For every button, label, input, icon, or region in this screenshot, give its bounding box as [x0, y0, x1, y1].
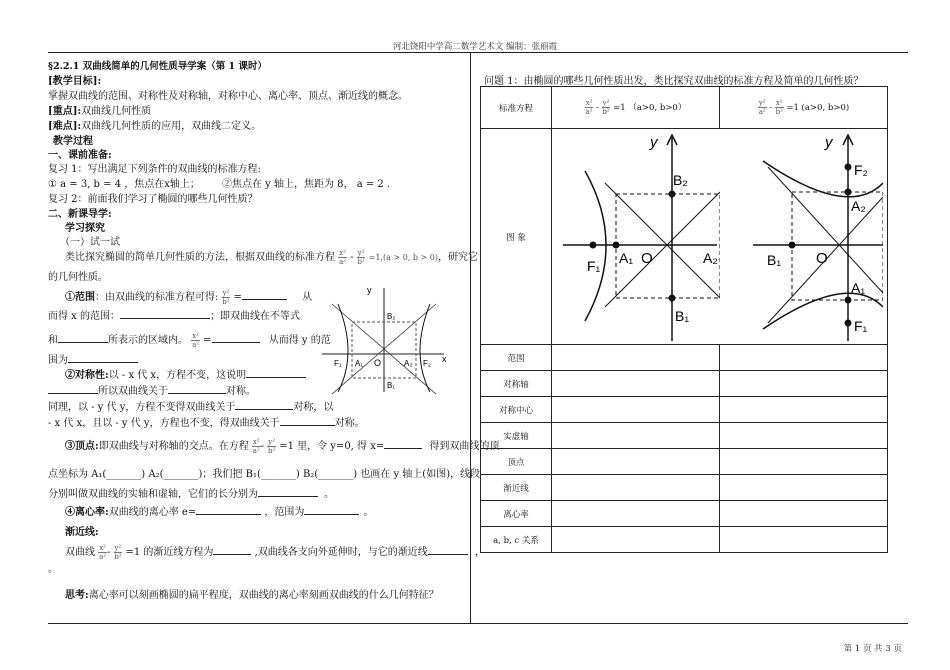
svg-text:x: x	[442, 354, 447, 364]
analog-line-3: 的几何性质。	[48, 272, 108, 283]
symmetry-line-3: 同理，以 - y 代 y，方程不变得双曲线关于 对称，以	[48, 402, 334, 413]
svg-text:y: y	[825, 134, 833, 151]
row-center: 对称中心	[481, 397, 552, 423]
svg-text:O: O	[816, 250, 828, 267]
svg-text:A₁: A₁	[851, 280, 866, 296]
goal-label: [教学目标]:	[48, 76, 102, 87]
std-eq-x: $\frac{\text{x²}}{\text{a²}}$ - $\frac{\text{y²}}{\text{b²}}$ =1 （a>0, b>0）	[552, 87, 720, 129]
row-real-imag-axis: 实虚轴	[481, 423, 552, 449]
svg-text:O: O	[641, 250, 653, 267]
vertex-line-1: ③顶点:即双曲线与对称轴的交点。在方程 $\frac{\text{x²}}{\text{a²}}$ - $\frac{\text{y²}}{\text{b²}}$ =1 里，令 y=0, 得 x= 得到双曲线的顶	[65, 438, 500, 455]
svg-text:F₁: F₁	[587, 258, 601, 274]
key-point: [重点]:双曲线几何性质	[48, 106, 152, 117]
vertex-line-2: 点坐标为 A₁(_______) A₂(_______)；我们把 B₁(_______) B₂(_______) 也画在 y 轴上(如图)，线段	[48, 469, 481, 480]
svg-text:B₁: B₁	[675, 308, 690, 324]
symmetry-line-1: ②对称性:以 - x 代 x，方程不变，这说明	[65, 366, 306, 381]
process-heading: 教学过程	[53, 136, 93, 147]
try-heading: （一）试一试	[60, 237, 120, 248]
row-asymptote: 渐近线	[481, 475, 552, 501]
range-line-1: ①范围：由双曲线的标准方程可得: $\frac{\text{y²}}{\text{b²}}$ = 从	[65, 289, 313, 306]
svg-text:y: y	[367, 285, 372, 295]
svg-text:B₁: B₁	[387, 381, 396, 390]
svg-text:F₁: F₁	[854, 318, 868, 334]
range-line-3: 和 所表示的区域内。 $\frac{\text{x²}}{\text{a²}}$ = 从而得 y 的范	[48, 332, 331, 349]
svg-text:A₁: A₁	[619, 250, 634, 266]
page-header: 河北饶阳中学高二数学艺术文 编制：张丽霞	[392, 42, 558, 52]
svg-text:F₂: F₂	[854, 162, 868, 178]
range-line-4: 围为	[48, 351, 138, 366]
doc-title: §2.2.1 双曲线简单的几何性质导学案（第 1 课时）	[48, 61, 267, 72]
symmetry-line-4: - x 代 x，且以 - y 代 y，方程也不变，得双曲线关于 对称。	[48, 418, 365, 429]
section1-heading: 一、课前准备:	[48, 150, 112, 161]
row-vertex: 顶点	[481, 449, 552, 475]
row-eccentricity: 离心率	[481, 501, 552, 527]
svg-text:B₂: B₂	[387, 312, 396, 321]
question-1: 问题 1：由椭圆的哪些几何性质出发，类比探究双曲线的标准方程及简单的几何性质？	[484, 76, 864, 87]
review2-text: 复习 2：前面我们学习了椭圆的哪些几何性质？	[48, 194, 258, 205]
hyperbola-graph-x	[555, 131, 720, 343]
asymptote-end: 。	[48, 564, 58, 575]
hyperbola-figure-small	[318, 284, 450, 394]
row-axis: 对称轴	[481, 371, 552, 397]
svg-text:O: O	[374, 358, 382, 368]
svg-text:A₂: A₂	[703, 250, 718, 266]
image-label: 图 象	[481, 129, 552, 345]
review1-text: 复习 1：写出满足下列条件的双曲线的标准方程:	[48, 164, 261, 175]
svg-text:y: y	[650, 134, 658, 151]
asymptote-line: 双曲线 $\frac{\text{x²}}{\text{a²}}$ - $\frac{\text{y²}}{\text{b²}}$ =1 的渐近线方程为 ,双曲线各支向外延伸时，与它的渐近线 ，	[65, 544, 485, 561]
range-line-2: 而得 x 的范围： ；即双曲线在不等式	[48, 311, 300, 322]
std-eq-label: 标准方程	[481, 87, 552, 129]
eccentricity-line: ④离心率:双曲线的离心率 e= ，范围为 。	[65, 507, 374, 518]
svg-text:F₁: F₁	[334, 359, 342, 368]
row-range: 范围	[481, 345, 552, 371]
svg-text:A₁: A₁	[355, 359, 364, 368]
think-line: 思考:离心率可以刻画椭圆的扁平程度，双曲线的离心率刻画双曲线的什么几何特征？	[65, 590, 439, 601]
asymptote-label: 渐近线:	[65, 527, 99, 538]
footer-rule	[48, 623, 908, 624]
svg-text:F₂: F₂	[423, 359, 431, 368]
hyperbola-graph-y	[753, 131, 883, 343]
svg-text:B₂: B₂	[673, 172, 688, 188]
explore-heading: 学习探究	[65, 223, 105, 234]
svg-text:A₂: A₂	[404, 359, 413, 368]
column-divider	[470, 53, 471, 623]
svg-text:A₂: A₂	[851, 198, 866, 214]
difficulty: [难点]:双曲线几何性质的应用，双曲线二定义。	[48, 121, 262, 132]
header-rule	[48, 52, 908, 53]
analog-line: 类比探究椭圆的简单几何性质的方法，根据双曲线的标准方程 $\frac{\text{x²}}{\text{a²}}$ - $\frac{\text{y²}}{\text{b²}}$ =1,(a > 0, b > 0)，研究它	[65, 249, 478, 266]
page-number: 第 1 页 共 3 页	[843, 644, 902, 654]
std-eq-y: $\frac{\text{y²}}{\text{a²}}$ - $\frac{\text{x²}}{\text{b²}}$ =1 (a>0, b>0)	[720, 87, 888, 129]
review1-b: ②焦点在 y 轴上，焦距为 8， a = 2 .	[222, 179, 391, 190]
goal-text: 掌握双曲线的范围、对称性及对称轴，对称中心、离心率、顶点、渐近线的概念。	[48, 91, 408, 102]
svg-text:B₁: B₁	[767, 252, 782, 268]
review1-a: ① a = 3, b = 4 ，焦点在x轴上；	[48, 179, 200, 190]
vertex-line-3: 分别叫做双曲线的实轴和虚轴，它们的长分别为 。	[48, 489, 334, 500]
section2-heading: 二、新课导学:	[48, 209, 112, 220]
symmetry-line-2: 所以双曲线关于 对称。	[48, 382, 256, 397]
row-abc: a, b, c 关系	[481, 527, 552, 553]
